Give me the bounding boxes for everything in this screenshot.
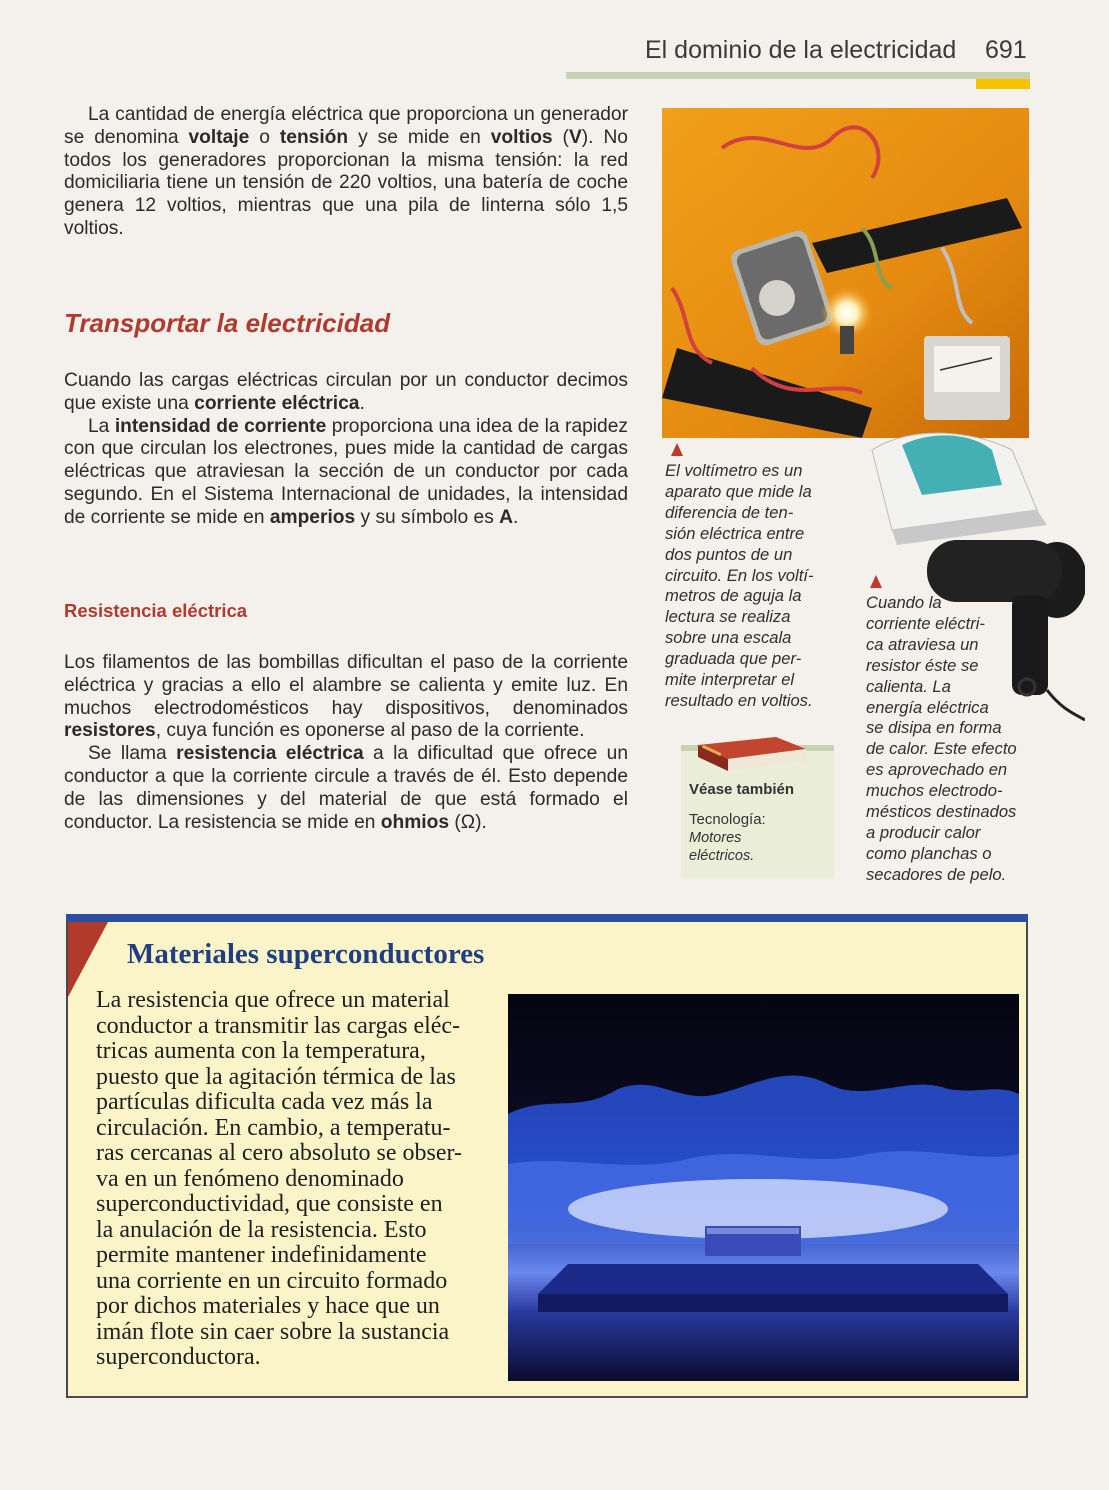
section-body: Cuando las cargas eléctricas circulan por un conductor decimos que existe una corriente eléctrica. La intensidad de corriente proporciona una idea de la rapidez con que circulan los electrones, pues mide la cantidad de cargas eléctricas que atraviesan la sección de un conductor por cada segundo. En el Sistema Internacional de unidades, la intensidad de corriente se mide en amperios y su símbolo es A. [64,370,628,528]
see-also-link-topic-end[interactable]: eléctricos. [689,848,755,864]
caption-marker-icon [870,575,882,588]
appliances-caption: Cuando la corriente eléctri- ca atraviesa un resistor éste se calienta. La energía eléctrica se disipa en forma de calor. Este efecto es aprovechado en muchos electrodo- mésticos destinados a producir calor como planchas o secadores de pelo. [866,593,1017,884]
header-rule [566,72,1030,79]
running-header-title: El dominio de la electricidad [645,36,957,64]
voltmeter-circuit-photo [662,108,1029,438]
see-also-title: Véase también [689,781,795,798]
feature-box-corner [68,922,108,997]
see-also-link[interactable]: Tecnología: [689,811,766,828]
section-title: Transportar la electricidad [64,308,391,338]
levitating-magnet-photo [508,994,1019,1381]
intro-paragraph: La cantidad de energía eléctrica que proporciona un generador se denomina voltaje o tensión y se mide en voltios (V). No todos los generadores proporcionan la misma tensión: la red domiciliaria tiene un tensión de 220 voltios, una batería de coche genera 12 voltios, mientras que una pila de linterna sólo 1,5 voltios. [64,104,628,239]
see-also-link-topic[interactable]: Motores [689,830,742,846]
header-accent-rule [976,79,1030,89]
caption-marker-icon [671,443,683,456]
feature-box-topbar [66,914,1028,922]
page-number: 691 [985,36,1027,64]
book-icon [696,733,808,773]
feature-box-title: Materiales superconductores [127,938,485,970]
subsection-title: Resistencia eléctrica [64,600,248,621]
feature-box-text: La resistencia que ofrece un material conductor a transmitir las cargas eléc- tricas aumenta con la temperatura, puesto que la agitación térmica de las partículas dificulta cada vez más la circulación. En cambio, a temperatu- ras cercanas al cero absoluto se obser- va en un fenómeno denominado superconductividad, que consiste en la anulación de la resistencia. Esto permite mantener indefinidamente una corriente en un circuito formado por dichos materiales y hace que un imán flote sin caer sobre la sustancia superconductora. [96,987,463,1370]
subsection-body: Los filamentos de las bombillas dificultan el paso de la corriente eléctrica y gracias a ello el alambre se calienta y emite luz. En muchos electrodomésticos hay dispositivos, denominados resistores, cuya función es oponerse al paso de la corriente. Se llama resistencia eléctrica a la dificultad que ofrece un conductor a que la corriente circule a través de él. Esto depende de las dimensiones y del material de que está formado el conductor. La resistencia se mide en ohmios (Ω). [64,652,628,833]
voltmeter-caption: El voltímetro es un aparato que mide la diferencia de ten- sión eléctrica entre dos puntos de un circuito. En los voltí- metros de aguja la lectura se realiza sobre una escala graduada que per- mite interpretar el resultado en voltios. [665,461,814,710]
